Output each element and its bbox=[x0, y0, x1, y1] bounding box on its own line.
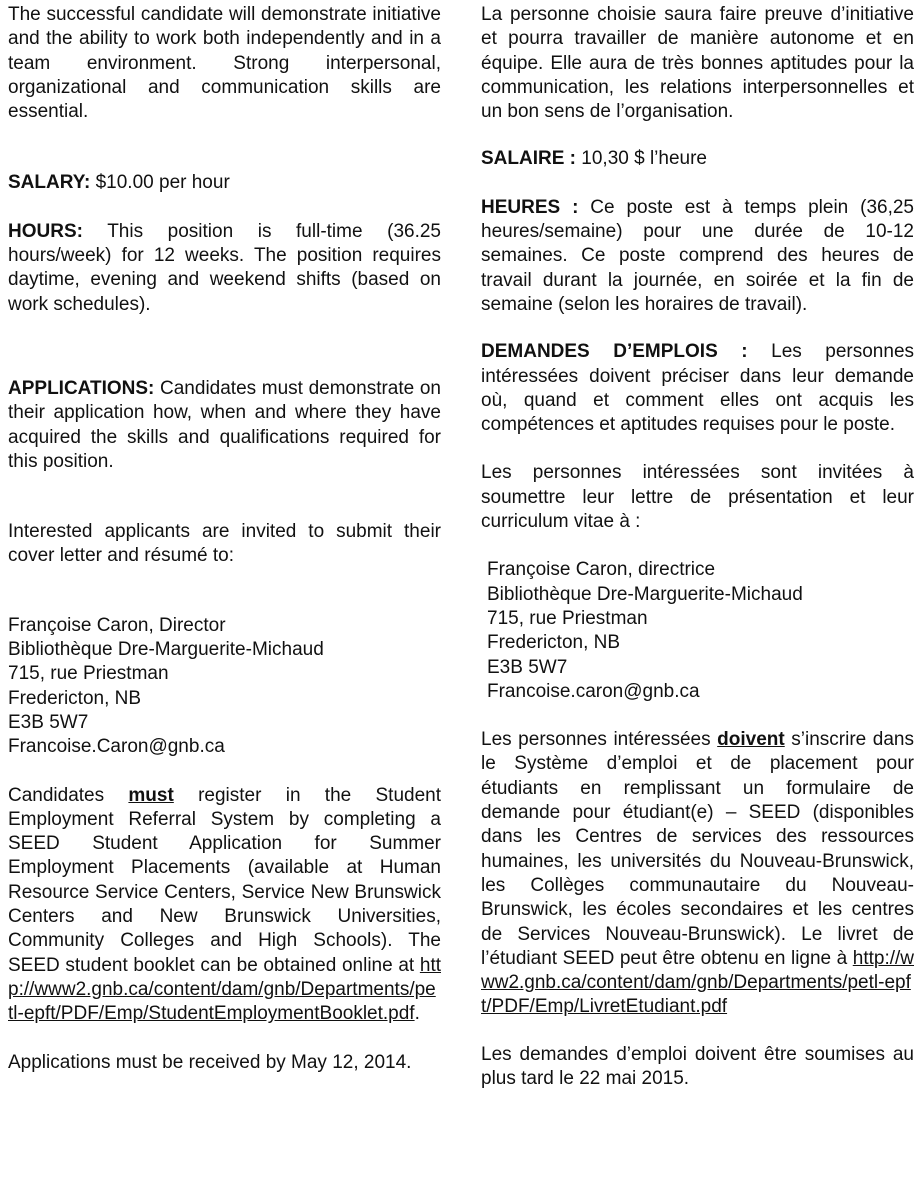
hours-text-fr: Ce poste est à temps plein (36,25 heures/semaine) pour une durée de 10-12 semaines. Ce poste comprend des heures de travail durant la journée, en soirée et la fin de semaine (selon les horaires de travail). bbox=[481, 196, 914, 315]
booklet-link[interactable]: http://www2.gnb.ca/content/dam/gnb/Departments/petl-epft/PDF/Emp/StudentEmploymentBooklet.pdf bbox=[8, 954, 441, 1025]
hours-paragraph bbox=[8, 220, 441, 317]
job-posting-page bbox=[8, 3, 914, 1197]
applications-text-fr: Les personnes intéressées doivent préciser dans leur demande où, quand et comment elles ont acquis les compétences et aptitudes requises pour le poste. bbox=[481, 341, 915, 436]
invite-paragraph-fr: Les personnes intéressées sont invitées à soumettre leur lettre de présentation et leur curriculum vitae à : bbox=[481, 462, 914, 533]
contact-street-fr: 715, rue Priestman bbox=[487, 607, 648, 629]
contact-name-fr: Françoise Caron, directrice bbox=[487, 559, 716, 581]
applications-paragraph-fr bbox=[481, 340, 914, 437]
registration-paragraph-fr: Les personnes intéressées doivent s’inscrire dans le Système d’emploi et de placement pour étudiants en remplissant un formulaire de demande pour étudiant(e) – SEED (disponibles dans les Centres de services des ressources humaines, les universités du Nouveau-Brunswick, les Collèges communautaire du Nouveau-Brunswick, les écoles secondaires et les centres de Services Nouveau-Brunswick). Le livret de l’étudiant SEED peut être obtenu en ligne à http://www2.gnb.ca/content/dam/gnb/Departments/petl-epft/PDF/Emp/LivretEtudiant.pdf bbox=[481, 729, 914, 1018]
hours-text: This position is full-time (36.25 hours/week) for 12 weeks. The position requires daytime, evening and weekend shifts (based on work schedules). bbox=[8, 220, 441, 315]
applications-text: Candidates must demonstrate on their application how, when and where they have acquired the skills and qualifications required for this position. bbox=[8, 377, 441, 472]
intro-paragraph-fr: La personne choisie saura faire preuve d’initiative et pourra travailler de manière autonome et en équipe. Elle aura de très bonnes aptitudes pour la communication, les relations interpersonnelles et un bon sens de l’organisation. bbox=[481, 4, 914, 123]
salary-label-fr: SALAIRE : bbox=[481, 148, 576, 170]
intro-paragraph: The successful candidate will demonstrate initiative and the ability to work both independently and in a team environment. Strong interpersonal, organizational and communication skills are essential. bbox=[8, 4, 441, 123]
deadline-paragraph-fr: Les demandes d’emploi doivent être soumises au plus tard le 22 mai 2015. bbox=[481, 1043, 914, 1089]
salary-value: $10.00 per hour bbox=[90, 172, 230, 194]
applications-label-fr: DEMANDES D’EMPLOIS : bbox=[481, 341, 748, 363]
registration-paragraph: Candidates must register in the Student Employment Referral System by completing a SEED Student Application for Summer Employment Placements (available at Human Resource Service Centers, Service New Brunswick Centers and New Brunswick Universities, Community Colleges and High Schools). The SEED student booklet can be obtained online at http://www2.gnb.ca/content/dam/gnb/Departments/petl-epft/PDF/Emp/StudentEmploymentBooklet.pdf. bbox=[8, 784, 441, 1025]
hours-label-fr: HEURES : bbox=[481, 196, 579, 218]
contact-postal-code-fr: E3B 5W7 bbox=[487, 656, 568, 678]
contact-library-fr: Bibliothèque Dre-Marguerite-Michaud bbox=[487, 583, 803, 605]
hours-paragraph-fr bbox=[481, 196, 914, 317]
contact-email-fr: Francoise.caron@gnb.ca bbox=[487, 680, 700, 702]
french-column bbox=[481, 3, 914, 1197]
contact-city: Fredericton, NB bbox=[8, 687, 142, 709]
doivent-emphasis: doivent bbox=[717, 729, 785, 751]
salary-value-fr: 10,30 $ l’heure bbox=[576, 148, 707, 170]
applications-paragraph bbox=[8, 377, 441, 474]
invite-paragraph: Interested applicants are invited to submit their cover letter and résumé to: bbox=[8, 521, 441, 567]
contact-email: Francoise.Caron@gnb.ca bbox=[8, 736, 225, 758]
english-column bbox=[8, 3, 441, 1197]
salary-paragraph bbox=[8, 171, 441, 195]
salary-paragraph-fr bbox=[481, 147, 914, 171]
contact-address-fr bbox=[481, 558, 914, 704]
contact-postal-code: E3B 5W7 bbox=[8, 711, 89, 733]
booklet-link-fr[interactable]: http://www2.gnb.ca/content/dam/gnb/Departments/petl-epft/PDF/Emp/LivretEtudiant.pdf bbox=[481, 947, 914, 1018]
contact-name: Françoise Caron, Director bbox=[8, 614, 226, 636]
contact-library: Bibliothèque Dre-Marguerite-Michaud bbox=[8, 639, 324, 661]
hours-label: HOURS: bbox=[8, 220, 83, 242]
contact-street: 715, rue Priestman bbox=[8, 663, 169, 685]
applications-label: APPLICATIONS: bbox=[8, 377, 155, 399]
deadline-paragraph: Applications must be received by May 12, 2014. bbox=[8, 1051, 412, 1073]
contact-city-fr: Fredericton, NB bbox=[487, 632, 621, 654]
must-emphasis: must bbox=[128, 784, 174, 806]
salary-label: SALARY: bbox=[8, 172, 91, 194]
contact-address bbox=[8, 614, 441, 760]
